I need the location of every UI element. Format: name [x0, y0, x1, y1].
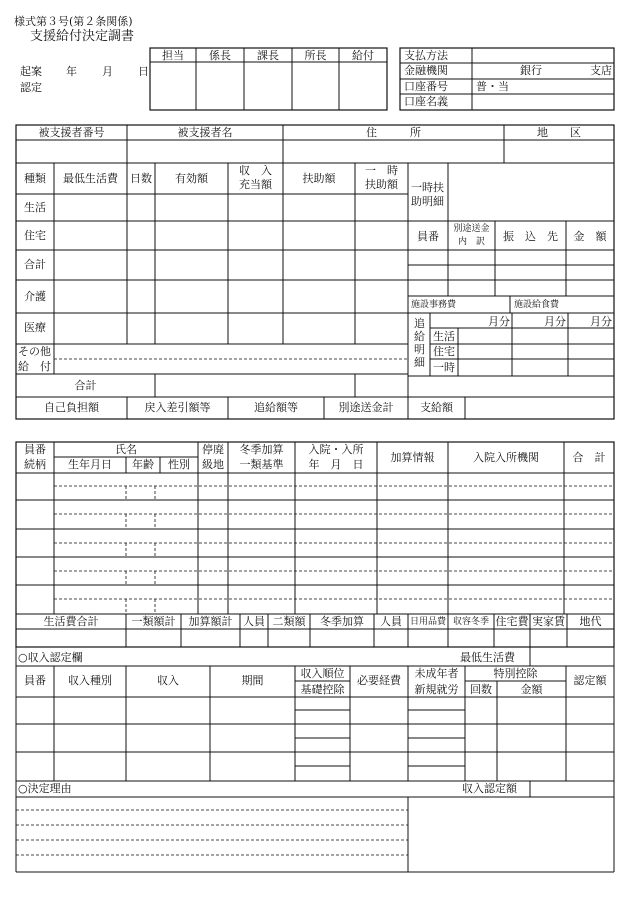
income-type-header: 収入種別	[68, 674, 112, 687]
address-label: 住 所	[366, 126, 421, 139]
approval-kyufu: 給付	[352, 49, 374, 62]
refund-label: 戻入差引額等	[144, 401, 211, 414]
stop-header-2: 級地	[202, 458, 224, 471]
add-detail-char-4: 細	[414, 356, 425, 369]
persons-label-1: 人員	[243, 615, 265, 628]
approval-kakaricho: 係長	[209, 49, 231, 62]
expense-header: 必要経費	[357, 674, 401, 687]
income-header: 収入	[157, 674, 179, 687]
class1-total-label: 一類額計	[131, 615, 176, 628]
row-other-2: 給 付	[18, 360, 51, 373]
side-member-no: 員番	[417, 230, 439, 243]
nintei-label: 認定	[20, 81, 42, 94]
row-seikatsu: 生活	[24, 201, 46, 214]
land-rent-label: 地代	[579, 615, 602, 628]
basic-deduction-header: 基礎控除	[300, 683, 345, 696]
additional-label: 追給額等	[254, 401, 298, 414]
approval-kacho: 課長	[257, 49, 279, 62]
winter-add-label: 冬季加算	[320, 615, 364, 628]
age-header: 年齢	[132, 458, 154, 471]
housing-winter-label: 収容冬季	[452, 617, 489, 627]
month-part-2: 月分	[544, 315, 566, 328]
add-detail-char-2: 給	[414, 330, 425, 343]
add-row-ichiji: 一時	[433, 361, 455, 374]
decision-reason-label: ○決定理由	[18, 782, 72, 795]
transfer-label: 振 込 先	[503, 230, 558, 243]
temp-detail-2: 助明細	[411, 195, 444, 208]
add-info-header: 加算情報	[390, 451, 435, 464]
row-jutaku: 住宅	[24, 229, 46, 242]
row-gokei: 合計	[24, 258, 46, 271]
special-deduction-header: 特別控除	[493, 667, 538, 680]
approval-tanto: 担当	[162, 49, 184, 62]
separate-detail-2: 内 訳	[457, 237, 485, 247]
facility-office-label: 施設事務費	[411, 300, 457, 310]
account-name-label: 口座名義	[404, 95, 448, 108]
relation-header: 続柄	[24, 458, 46, 471]
income-member-no: 員番	[24, 674, 46, 687]
month-label: 月	[102, 65, 113, 78]
bank-label: 金融機関	[404, 64, 448, 77]
birth-header: 生年月日	[68, 458, 112, 471]
row-other-1: その他	[18, 345, 51, 358]
kian-label: 起案	[20, 65, 42, 78]
add-detail-char-1: 追	[414, 317, 425, 330]
institution-header: 入院入所機関	[473, 451, 539, 464]
pay-amount-label: 支給額	[420, 401, 453, 414]
form-number: 様式第３号(第２条関係)	[14, 15, 133, 28]
add-detail-char-3: 明	[414, 343, 425, 356]
recognized-header: 認定額	[573, 674, 607, 687]
stop-header-1: 停廃	[202, 443, 224, 456]
account-no-label: 口座番号	[404, 80, 448, 93]
days-header: 日数	[130, 172, 152, 185]
income-min-living-label: 最低生活費	[460, 651, 515, 664]
temp-detail-1: 一時扶	[411, 181, 444, 194]
member-total-header: 合 計	[572, 451, 606, 464]
separate-total-label: 別途送金計	[338, 401, 394, 414]
month-part-1: 月分	[488, 315, 510, 328]
amounts-total-label: 合計	[74, 379, 97, 392]
new-work-header: 新規就労	[414, 683, 459, 696]
daily-goods-label: 日用品費	[409, 617, 446, 627]
bank-suffix: 銀行	[520, 64, 542, 77]
minor-header: 未成年者	[414, 667, 459, 680]
month-part-3: 月分	[590, 315, 612, 328]
housing-cost-label: 住宅費	[495, 615, 529, 628]
page-title: 支援給付決定調書	[30, 29, 135, 44]
enter-header-2: 年 月 日	[308, 458, 364, 471]
special-amount-header: 金額	[520, 683, 543, 696]
add-row-seikatsu: 生活	[433, 330, 455, 343]
period-header: 期間	[241, 674, 264, 687]
actual-rent-label: 実家賃	[532, 615, 565, 628]
recipient-no-label: 被支援者番号	[38, 126, 105, 139]
payment-method-label: 支払方法	[404, 49, 448, 62]
valid-header: 有効額	[175, 172, 208, 185]
approval-shocho: 所長	[304, 49, 327, 62]
branch-suffix: 支店	[590, 64, 612, 77]
temp-aid-header-1: 一 時	[365, 164, 398, 177]
add-total-label: 加算額計	[188, 615, 233, 628]
row-iryo: 医療	[24, 321, 46, 334]
income-section-title: ○収入認定欄	[18, 651, 83, 664]
living-total-label: 生活費合計	[43, 615, 99, 628]
area-label: 地 区	[537, 126, 581, 139]
sex-header: 性別	[168, 458, 190, 471]
income-header-1: 収 入	[239, 164, 272, 177]
times-header: 回数	[470, 683, 492, 696]
enter-header-1: 入院・入所	[308, 443, 364, 456]
separate-detail-1: 別途送金	[453, 224, 490, 234]
member-no-header: 員番	[24, 443, 46, 456]
member-name-header: 氏名	[115, 443, 137, 456]
min-living-header: 最低生活費	[63, 172, 118, 185]
year-label: 年	[66, 65, 77, 78]
persons-label-2: 人員	[380, 615, 402, 628]
winter-header-2: 一類基準	[239, 458, 284, 471]
account-type: 普・当	[476, 80, 509, 93]
facility-meal-label: 施設給食費	[514, 300, 560, 310]
row-kaigo: 介護	[24, 290, 46, 303]
self-burden-label: 自己負担額	[44, 401, 99, 414]
temp-aid-header-2: 扶助額	[365, 178, 398, 191]
aid-header: 扶助額	[302, 172, 336, 185]
rank-header: 収入順位	[300, 667, 345, 680]
recognized-income-label: 収入認定額	[462, 782, 517, 795]
add-row-jutaku: 住宅	[433, 345, 455, 358]
side-amount-label: 金 額	[573, 230, 607, 243]
kind-header: 種類	[24, 172, 46, 185]
income-header-2: 充当額	[239, 178, 272, 191]
winter-header-1: 冬季加算	[239, 443, 284, 456]
recipient-name-label: 被支援者名	[177, 126, 233, 139]
class2-label: 二類額	[272, 615, 306, 628]
day-label: 日	[138, 65, 149, 78]
